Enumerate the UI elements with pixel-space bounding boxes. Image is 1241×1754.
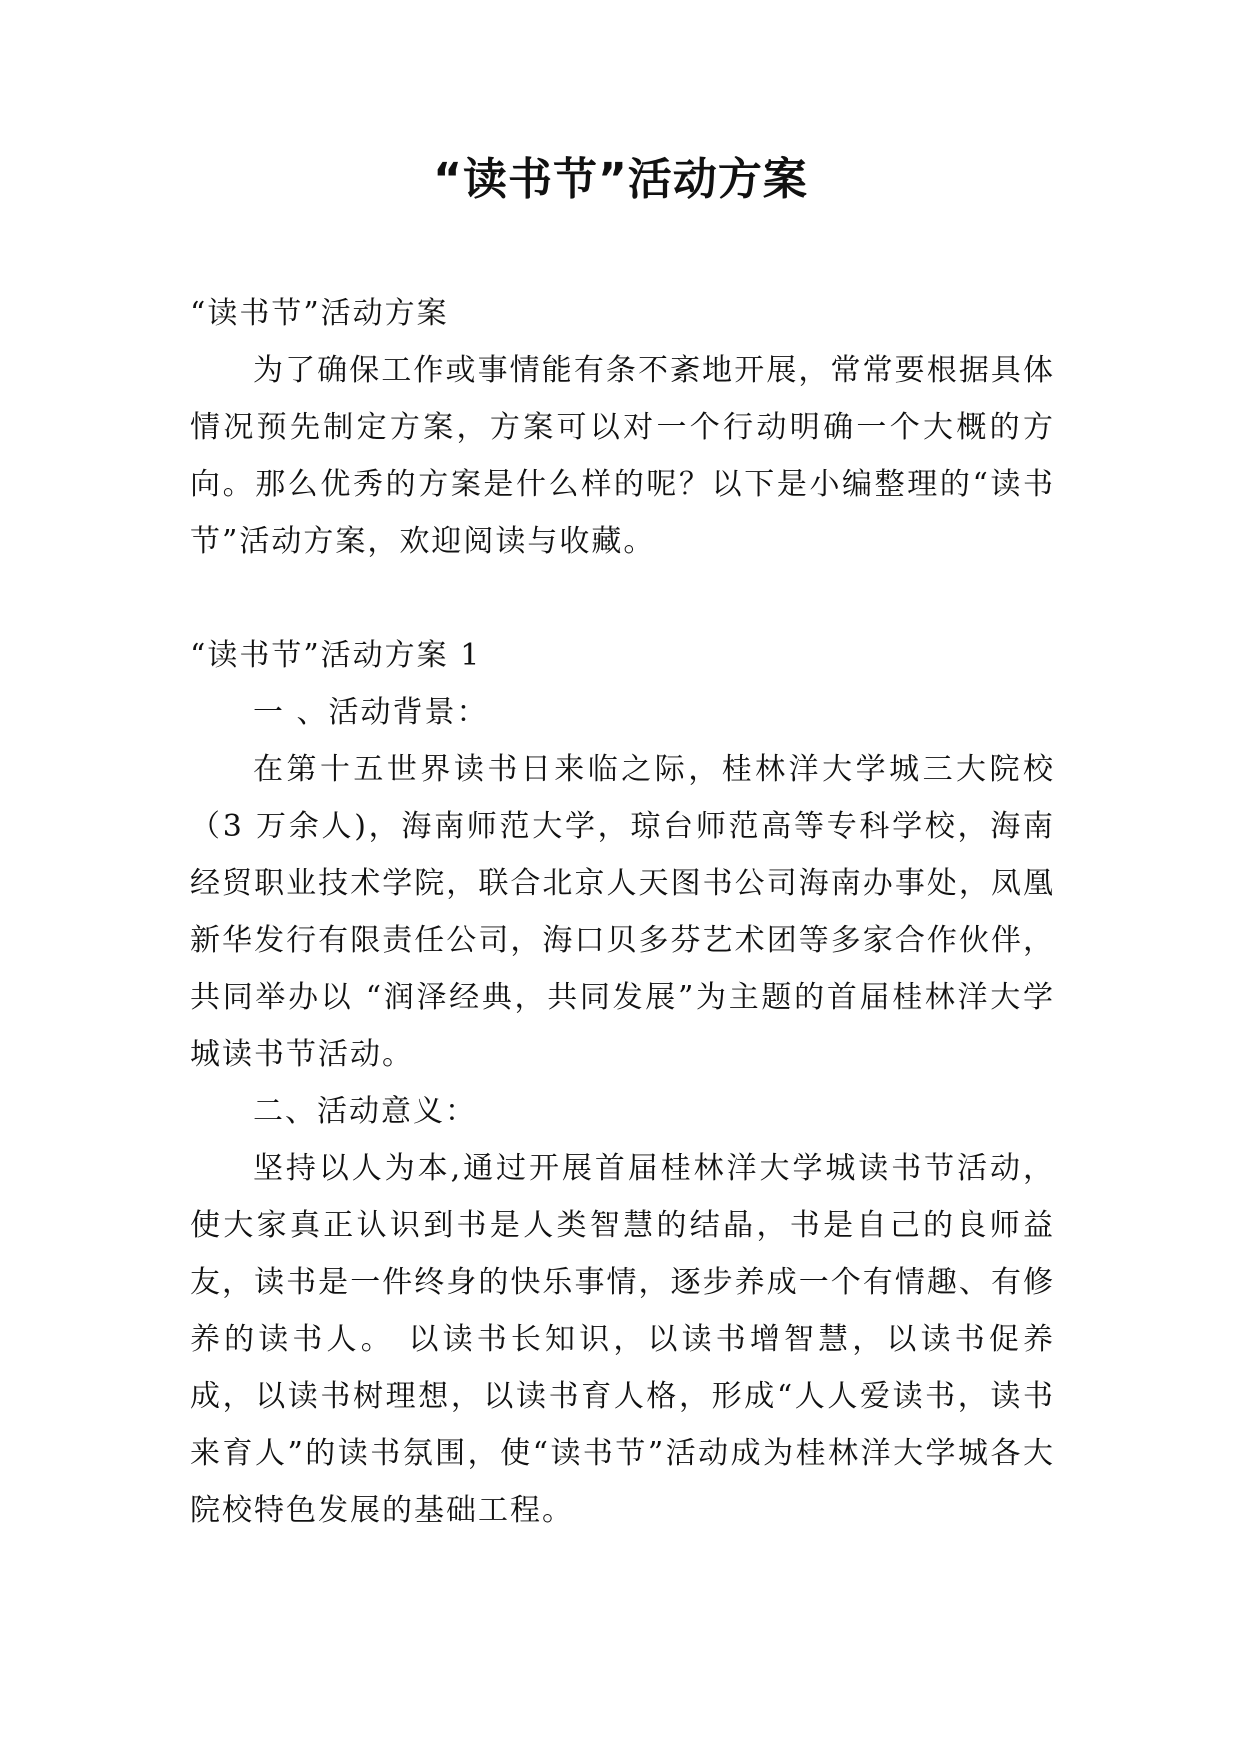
heading-significance: 二、活动意义： bbox=[253, 1094, 477, 1129]
heading-background: 一 、活动背景： bbox=[253, 695, 489, 730]
paragraph-spacer bbox=[190, 570, 1055, 627]
document-body bbox=[190, 285, 1055, 1539]
significance-paragraph: 坚持以人为本,通过开展首届桂林洋大学城读书节活动，使大家真正认识到书是人类智慧的结晶，书是自己的良师益友，读书是一件终身的快乐事情，逐步养成一个有情趣、有修养的读书人。 以读书长知识，以读书增智慧，以读书促养成，以读书树理想，以读书育人格，形成“人人爱读书，读书来育人”的读书氛围，使“读书节”活动成为桂林洋大学城各大院校特色发展的基础工程。 bbox=[190, 1151, 1055, 1528]
intro-paragraph: 为了确保工作或事情能有条不紊地开展，常常要根据具体情况预先制定方案，方案可以对一个行动明确一个大概的方向。那么优秀的方案是什么样的呢？以下是小编整理的“读书节”活动方案，欢迎阅读与收藏。 bbox=[190, 353, 1055, 559]
document-subtitle: “读书节”活动方案 bbox=[190, 296, 449, 331]
background-paragraph: 在第十五世界读书日来临之际，桂林洋大学城三大院校（3 万余人)，海南师范大学，琼台师范高等专科学校，海南经贸职业技术学院，联合北京人天图书公司海南办事处，凤凰新华发行有限责任公司，海口贝多芬艺术团等多家合作伙伴，共同举办以 “润泽经典，共同发展”为主题的首届桂林洋大学城读书节活动。 bbox=[190, 752, 1055, 1072]
section-title: “读书节”活动方案 1 bbox=[190, 638, 482, 673]
document-title: “读书节”活动方案 bbox=[433, 154, 808, 205]
